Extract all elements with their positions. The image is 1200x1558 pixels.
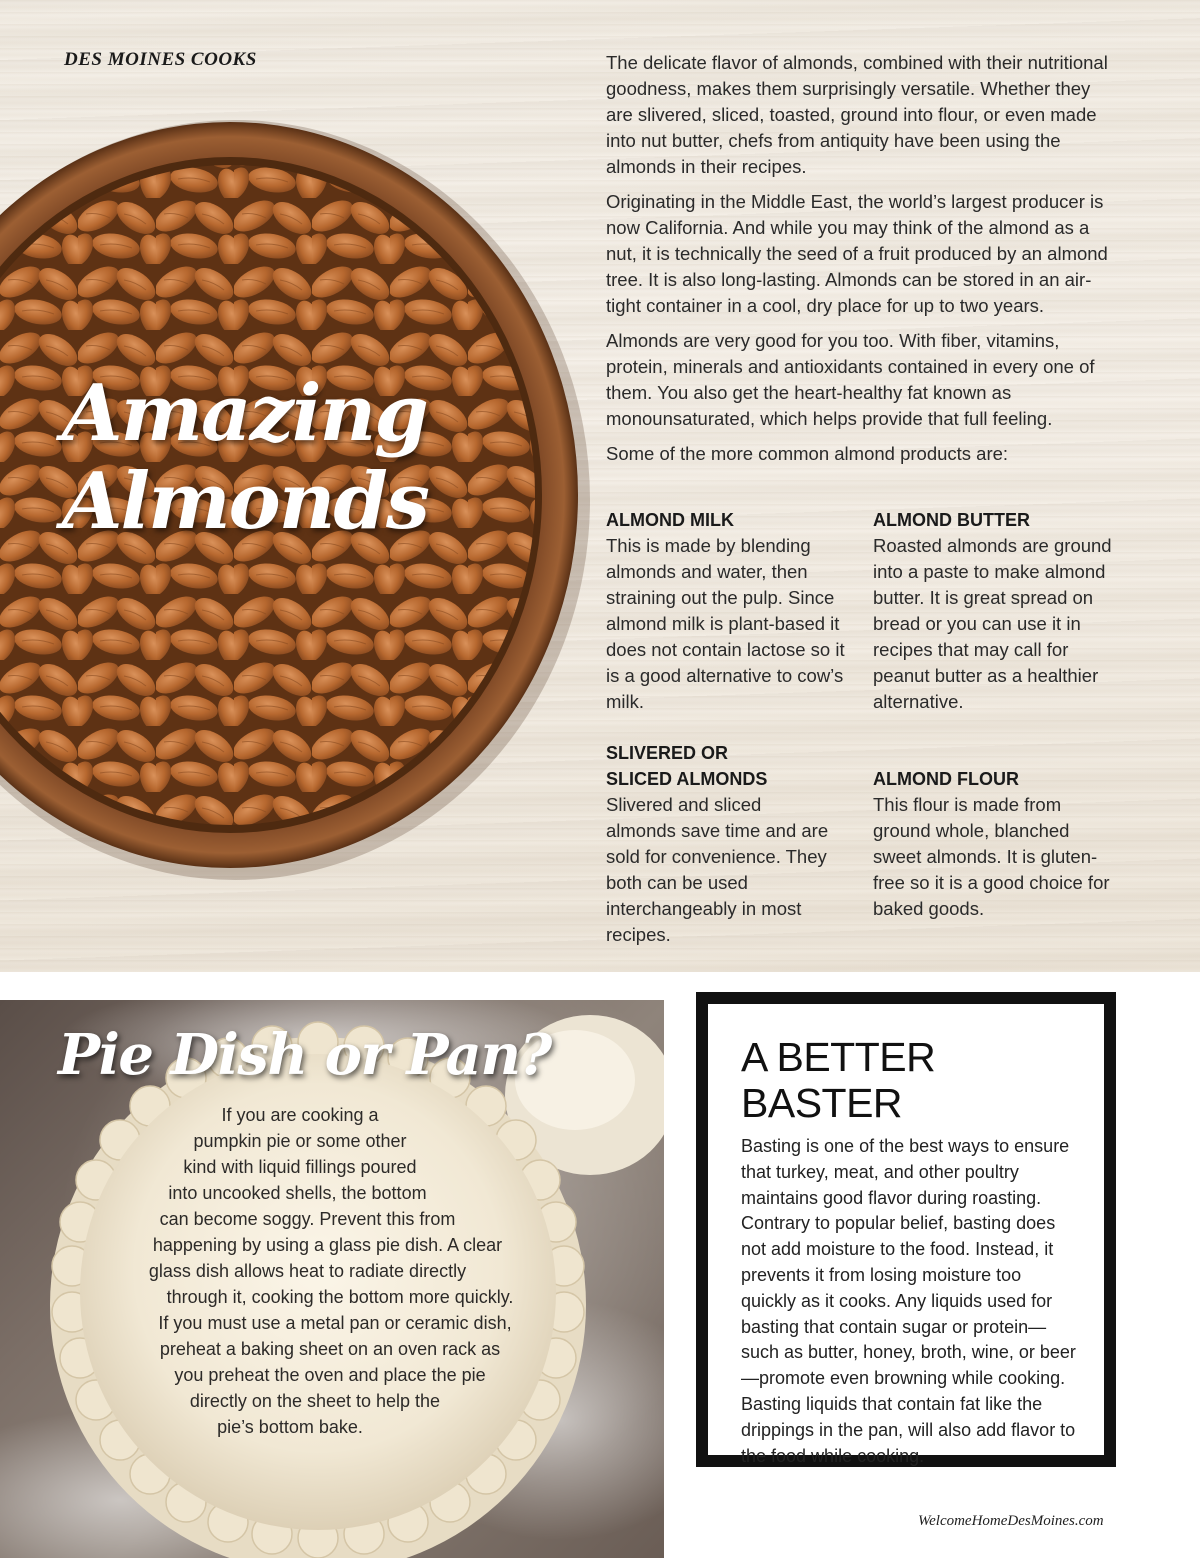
footer-url: WelcomeHomeDesMoines.com <box>918 1513 1104 1529</box>
almonds-title-line2: Almonds <box>62 456 428 547</box>
pie-dish-section <box>0 1000 664 1558</box>
pie-text-line: glass dish allows heat to radiate directly <box>148 1261 467 1281</box>
pie-text-line: through it, cooking the bottom more quickly. <box>166 1287 514 1307</box>
product-almond-butter <box>873 507 1113 715</box>
pie-title: Pie Dish or Pan? <box>58 1022 551 1088</box>
almonds-article <box>606 50 1110 476</box>
product-text: Slivered and sliced almonds save time and are sold for convenience. They both can be used interchangeably in most recipes. <box>606 794 829 945</box>
article-paragraph: The delicate flavor of almonds, combined with their nutritional goodness, makes them surprisingly versatile. Whether they are slivered, sliced, toasted, ground into flour, or even made into nut butter, chefs from antiquity have been using the almonds in their recipes. <box>606 52 1108 177</box>
pie-body-text <box>110 1102 550 1440</box>
product-heading: SLIVERED OR SLICED ALMONDS <box>606 743 768 789</box>
product-text: This is made by blending almonds and water, then straining out the pulp. Since almond milk is plant-based it does not contain lactose so it is a good alternative to cow’s milk. <box>606 535 845 712</box>
article-paragraph: Some of the more common almond products are: <box>606 443 1009 464</box>
baster-box <box>696 992 1116 1467</box>
product-text: Roasted almonds are ground into a paste to make almond butter. It is great spread on bread or you can use it in recipes that may call for peanut butter as a healthier alternative. <box>873 535 1112 712</box>
pie-text-line: can become soggy. Prevent this from <box>159 1209 456 1229</box>
article-paragraph: Originating in the Middle East, the world’s largest producer is now California. And while you may think of the almond as a nut, it is technically the seed of a fruit produced by an almond tree. It is also long-lasting. Almonds can be stored in an air-tight container in a cool, dry place for up to two years. <box>606 191 1108 316</box>
almonds-title <box>62 370 428 546</box>
pie-text-line: directly on the sheet to help the <box>189 1391 441 1411</box>
baster-box-inner <box>708 1004 1104 1466</box>
section-label: DES MOINES COOKS <box>64 49 257 70</box>
pie-text-line: If you must use a metal pan or ceramic dish, <box>158 1313 512 1333</box>
almonds-title-line1: Amazing <box>62 368 427 459</box>
pie-text-line: happening by using a glass pie dish. A clear <box>152 1235 503 1255</box>
pie-text-line: pumpkin pie or some other <box>193 1131 407 1151</box>
product-almond-milk <box>606 507 846 715</box>
pie-text-line: pie’s bottom bake. <box>217 1417 363 1437</box>
product-heading: ALMOND MILK <box>606 510 734 530</box>
product-almond-flour <box>873 766 1113 922</box>
product-heading: ALMOND FLOUR <box>873 769 1019 789</box>
pie-text-line: you preheat the oven and place the pie <box>174 1365 486 1385</box>
pie-text-line: into uncooked shells, the bottom <box>168 1183 427 1203</box>
pie-text-line: If you are cooking a <box>221 1105 379 1125</box>
baster-title: A BETTER BASTER <box>741 1034 936 1126</box>
product-slivered-almonds <box>606 740 836 948</box>
product-heading: ALMOND BUTTER <box>873 510 1030 530</box>
baster-text: Basting is one of the best ways to ensure that turkey, meat, and other poultry maintains good flavor during roasting. Contrary to popular belief, basting does not add moisture to the food. Instead, it prevents it from losing moisture too quickly as it cooks. Any liquids used for basting that contain sugar or protein—such as butter, honey, broth, wine, or beer—promote even browning while cooking. Basting liquids that contain fat like the drippings in the pan, will also add flavor to the food while cooking. <box>741 1136 1076 1466</box>
pie-text-line: kind with liquid fillings poured <box>183 1157 417 1177</box>
article-paragraph: Almonds are very good for you too. With fiber, vitamins, protein, minerals and antioxidants contained in every one of them. You also get the heart-healthy fat known as monounsaturated, which helps provide that full feeling. <box>606 330 1095 429</box>
product-text: This flour is made from ground whole, blanched sweet almonds. It is gluten-free so it is a good choice for baked goods. <box>873 794 1110 919</box>
pie-text-line: preheat a baking sheet on an oven rack as <box>159 1339 501 1359</box>
